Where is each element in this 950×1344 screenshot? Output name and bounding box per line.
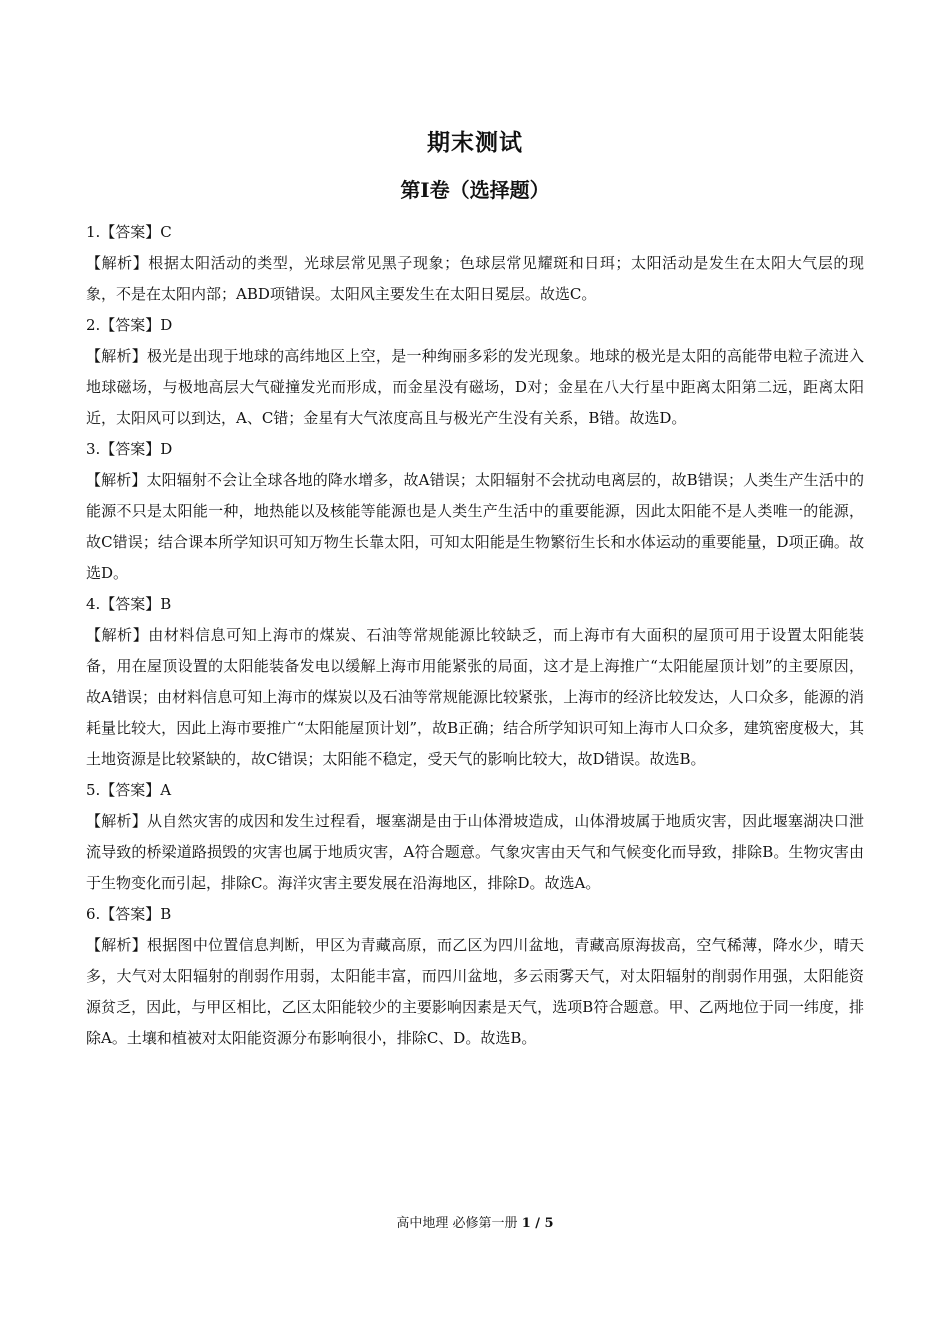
question-block xyxy=(86,899,864,1054)
footer-subject: 高中地理 必修第一册 xyxy=(396,1216,518,1231)
question-answer: 3.【答案】D xyxy=(86,440,173,458)
section-title: 第Ⅰ卷（选择题） xyxy=(400,178,550,202)
question-answer: 2.【答案】D xyxy=(86,316,173,334)
question-analysis: 【解析】太阳辐射不会让全球各地的降水增多，故A错误；太阳辐射不会扰动电离层的，故B错误；人类生产生活中的能源不只是太阳能一种，地热能以及核能等能源也是人类生产生活中的重要能源，因此太阳能不是人类唯一的能源，故C错误；结合课本所学知识可知万物生长靠太阳，可知太阳能是生物繁衍生长和水体运动的重要能量，D项正确。故选D。 xyxy=(86,471,864,582)
answer-list xyxy=(86,217,864,1054)
question-block xyxy=(86,775,864,899)
question-analysis: 【解析】从自然灾害的成因和发生过程看，堰塞湖是由于山体滑坡造成，山体滑坡属于地质灾害，因此堰塞湖决口泄流导致的桥梁道路损毁的灾害也属于地质灾害，A符合题意。气象灾害由天气和气候变化而导致，排除B。生物灾害由于生物变化而引起，排除C。海洋灾害主要发展在沿海地区，排除D。故选A。 xyxy=(86,812,864,892)
question-answer: 1.【答案】C xyxy=(86,223,172,241)
page-title: 期末测试 xyxy=(427,129,523,156)
question-answer: 6.【答案】B xyxy=(86,905,172,923)
question-block xyxy=(86,217,864,310)
page-footer xyxy=(0,1212,950,1231)
question-answer: 5.【答案】A xyxy=(86,781,172,799)
question-analysis: 【解析】极光是出现于地球的高纬地区上空，是一种绚丽多彩的发光现象。地球的极光是太阳的高能带电粒子流进入地球磁场，与极地高层大气碰撞发光而形成，而金星没有磁场，D对；金星在八大行星中距离太阳第二远，距离太阳近，太阳风可以到达，A、C错；金星有大气浓度高且与极光产生没有关系，B错。故选D。 xyxy=(86,347,864,427)
question-answer: 4.【答案】B xyxy=(86,595,172,613)
question-analysis: 【解析】由材料信息可知上海市的煤炭、石油等常规能源比较缺乏，而上海市有大面积的屋顶可用于设置太阳能装备，用在屋顶设置的太阳能装备发电以缓解上海市用能紧张的局面，这才是上海推广“太阳能屋顶计划”的主要原因，故A错误；由材料信息可知上海市的煤炭以及石油等常规能源比较紧张，上海市的经济比较发达，人口众多，能源的消耗量比较大，因此上海市要推广“太阳能屋顶计划”，故B正确；结合所学知识可知上海市人口众多，建筑密度极大，其土地资源是比较紧缺的，故C错误；太阳能不稳定，受天气的影响比较大，故D错误。故选B。 xyxy=(86,626,864,768)
page-number: 1 / 5 xyxy=(521,1216,554,1231)
question-analysis: 【解析】根据图中位置信息判断，甲区为青藏高原，而乙区为四川盆地，青藏高原海拔高，空气稀薄，降水少，晴天多，大气对太阳辐射的削弱作用弱，太阳能丰富，而四川盆地，多云雨雾天气，对太阳辐射的削弱作用强，太阳能资源贫乏，因此，与甲区相比，乙区太阳能较少的主要影响因素是天气，选项B符合题意。甲、乙两地位于同一纬度，排除A。土壤和植被对太阳能资源分布影响很小，排除C、D。故选B。 xyxy=(86,936,864,1047)
question-block xyxy=(86,310,864,434)
question-block xyxy=(86,434,864,589)
question-analysis: 【解析】根据太阳活动的类型，光球层常见黑子现象；色球层常见耀斑和日珥；太阳活动是发生在太阳大气层的现象，不是在太阳内部；ABD项错误。太阳风主要发生在太阳日冕层。故选C。 xyxy=(86,254,864,303)
question-block xyxy=(86,589,864,775)
